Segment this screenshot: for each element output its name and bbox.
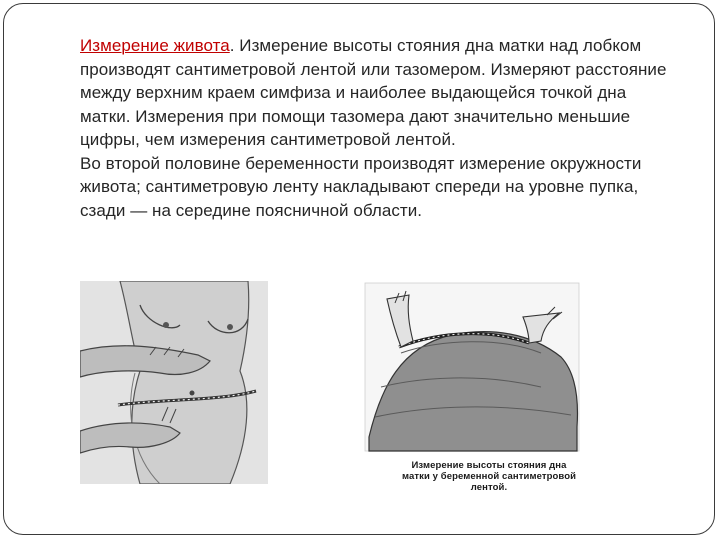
figure-caption-line-1: Измерение высоты стояния дна bbox=[411, 460, 567, 471]
paragraph-1-text: . Измерение высоты стояния дна матки над лобком производят сантиметровой лентой или тазомером. Измеряют расстояние между верхним краем симфиза и наиболее выдающейся точкой дна матки. Измерения при помощи тазомера дают значительно меньшие цифры, чем измерения сантиметровой лентой. bbox=[80, 36, 667, 149]
slide-body-text bbox=[80, 34, 670, 222]
abdominal-circumference-illustration bbox=[80, 281, 268, 484]
paragraph-abdomen-measurement bbox=[80, 34, 670, 152]
paragraph-circumference: Во второй половине беременности производят измерение окружности живота; сантиметровую ленту накладывают спереди на уровне пупка, сзади — на середине поясничной области. bbox=[80, 153, 642, 220]
figure-caption-line-2: матки у беременной сантиметровой лентой. bbox=[401, 471, 577, 493]
term-abdomen-measurement: Измерение живота bbox=[80, 36, 230, 55]
fundal-height-illustration bbox=[361, 277, 583, 489]
figure-caption bbox=[394, 460, 584, 493]
